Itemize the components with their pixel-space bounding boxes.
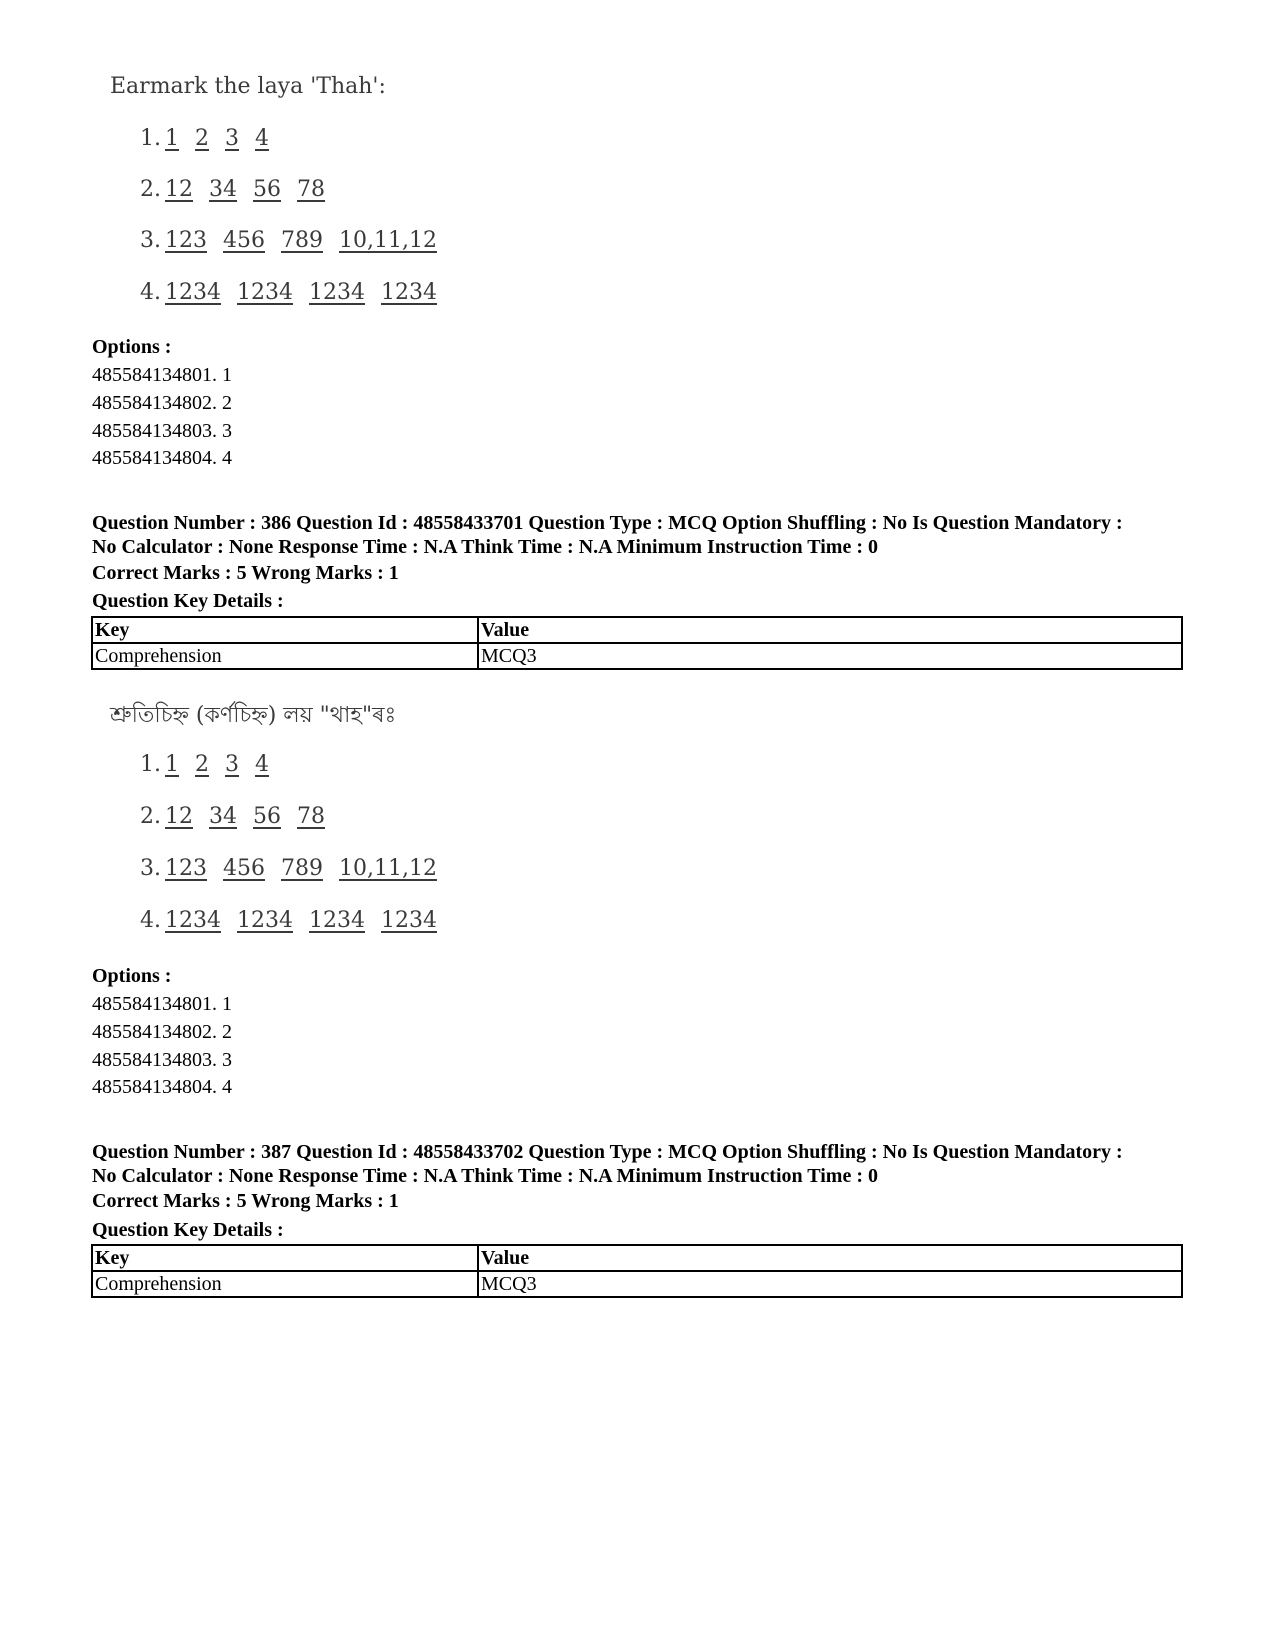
beat-group: 1234 [381, 280, 437, 305]
beat-group: 1234 [165, 280, 221, 305]
question-key-table [91, 1244, 1183, 1298]
key-details-label: Question Key Details : [92, 590, 284, 612]
scanned-option-line [140, 856, 453, 881]
scanned-option-line [140, 228, 453, 253]
scanned-option-line [140, 752, 285, 777]
beat-group: 1 [165, 752, 179, 777]
beat-group: 456 [223, 856, 265, 881]
option-item: 485584134804. 4 [92, 1076, 232, 1098]
scanned-option-line [140, 804, 341, 829]
beat-group: 1234 [237, 280, 293, 305]
beat-group: 10,11,12 [339, 856, 437, 881]
question-meta-line: No Calculator : None Response Time : N.A Think Time : N.A Minimum Instruction Time : 0 [92, 1165, 878, 1187]
beat-group: 1234 [165, 908, 221, 933]
option-number: 2. [140, 177, 161, 202]
question-meta [92, 511, 1202, 559]
question-meta-line: Question Number : 387 Question Id : 48558433702 Question Type : MCQ Option Shuffling : No Is Question Mandatory : [92, 1141, 1123, 1163]
table-header-row [92, 617, 1182, 643]
option-item: 485584134801. 1 [92, 364, 232, 386]
beat-group: 1234 [237, 908, 293, 933]
table-row [92, 1271, 1182, 1297]
option-item: 485584134802. 2 [92, 1021, 232, 1043]
beat-group: 456 [223, 228, 265, 253]
option-number: 1. [140, 752, 161, 777]
option-number: 1. [140, 126, 161, 151]
beat-group: 123 [165, 228, 207, 253]
scanned-option-line [140, 280, 453, 305]
table-header-key: Key [92, 1245, 478, 1271]
beat-group: 12 [165, 804, 193, 829]
beat-group: 12 [165, 177, 193, 202]
beat-group: 1234 [309, 908, 365, 933]
beat-group: 1234 [309, 280, 365, 305]
beat-group: 789 [281, 228, 323, 253]
options-label: Options : [92, 336, 172, 358]
table-row [92, 643, 1182, 669]
option-number: 4. [140, 908, 161, 933]
option-item: 485584134801. 1 [92, 993, 232, 1015]
beat-group: 34 [209, 177, 237, 202]
beat-group: 34 [209, 804, 237, 829]
option-item: 485584134803. 3 [92, 420, 232, 442]
beat-group: 2 [195, 126, 209, 151]
option-number: 2. [140, 804, 161, 829]
scanned-option-line [140, 126, 285, 151]
question-prompt: Earmark the laya 'Thah': [110, 74, 386, 99]
key-details-label: Question Key Details : [92, 1219, 284, 1241]
beat-group: 1234 [381, 908, 437, 933]
question-key-table [91, 616, 1183, 670]
question-prompt: শ্ৰুতিচিহ্ন (কৰ্ণচিহ্ন) লয় "থাহ"ৰঃ [110, 703, 397, 728]
option-item: 485584134804. 4 [92, 447, 232, 469]
beat-group: 56 [253, 804, 281, 829]
table-header-row [92, 1245, 1182, 1271]
table-cell-key: Comprehension [92, 1271, 478, 1297]
beat-group: 78 [297, 804, 325, 829]
option-number: 4. [140, 280, 161, 305]
table-cell-key: Comprehension [92, 643, 478, 669]
marks-line: Correct Marks : 5 Wrong Marks : 1 [92, 1190, 399, 1212]
beat-group: 4 [255, 752, 269, 777]
option-number: 3. [140, 856, 161, 881]
beat-group: 78 [297, 177, 325, 202]
question-meta [92, 1140, 1202, 1188]
beat-group: 10,11,12 [339, 228, 437, 253]
question-meta-line: No Calculator : None Response Time : N.A Think Time : N.A Minimum Instruction Time : 0 [92, 536, 878, 558]
scanned-option-line [140, 177, 341, 202]
question-meta-line: Question Number : 386 Question Id : 48558433701 Question Type : MCQ Option Shuffling : No Is Question Mandatory : [92, 512, 1123, 534]
options-label: Options : [92, 965, 172, 987]
beat-group: 789 [281, 856, 323, 881]
beat-group: 56 [253, 177, 281, 202]
scanned-option-line [140, 908, 453, 933]
table-header-value: Value [478, 617, 1182, 643]
marks-line: Correct Marks : 5 Wrong Marks : 1 [92, 562, 399, 584]
beat-group: 4 [255, 126, 269, 151]
table-cell-value: MCQ3 [478, 643, 1182, 669]
table-header-key: Key [92, 617, 478, 643]
option-item: 485584134802. 2 [92, 392, 232, 414]
table-header-value: Value [478, 1245, 1182, 1271]
beat-group: 3 [225, 126, 239, 151]
beat-group: 2 [195, 752, 209, 777]
option-number: 3. [140, 228, 161, 253]
beat-group: 1 [165, 126, 179, 151]
beat-group: 123 [165, 856, 207, 881]
table-cell-value: MCQ3 [478, 1271, 1182, 1297]
beat-group: 3 [225, 752, 239, 777]
option-item: 485584134803. 3 [92, 1049, 232, 1071]
